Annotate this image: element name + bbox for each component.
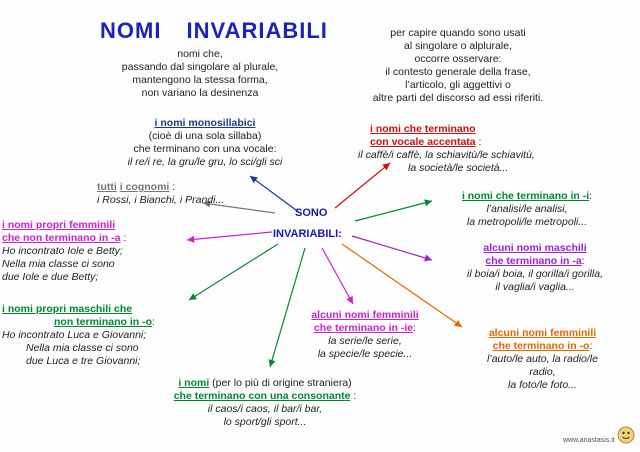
femminili-propri-example: Ho incontrato Iole e Betty; xyxy=(2,245,123,257)
box-femminili-propri xyxy=(2,219,126,284)
maschili-propri-tail: : xyxy=(152,316,155,328)
o-femm-head: alcuni nomi femminili xyxy=(488,327,597,339)
monosillabici-line: che terminano con una vocale: xyxy=(133,143,277,155)
cognomi-head-b: i cognomi xyxy=(119,181,170,193)
arrow-a-masc xyxy=(352,236,432,260)
box-o-femm xyxy=(450,327,635,392)
intro-right-line: per capire quando sono usati xyxy=(390,27,526,39)
box-i-term xyxy=(432,190,622,229)
box-a-masc xyxy=(435,242,635,294)
monosillabici-head: i nomi monosillabici xyxy=(154,117,256,129)
consonante-example: il caos/i caos, il bar/i bar, xyxy=(207,403,323,415)
a-masc-tail: : xyxy=(581,255,585,267)
o-femm-example: l’auto/le auto, la radio/le xyxy=(487,353,598,365)
box-monosillabici xyxy=(95,117,315,169)
accentata-head: i nomi che terminano xyxy=(370,123,476,135)
intro-left xyxy=(80,48,320,100)
i-term-example: l’analisi/le analisi, xyxy=(486,203,568,215)
o-femm-tail: : xyxy=(589,340,593,352)
cognomi-head-a: tutti xyxy=(97,181,117,193)
arrow-femminili-propri xyxy=(187,232,272,240)
accentata-example: la società/le società... xyxy=(408,162,509,174)
femminili-propri-head: i nomi propri femminili xyxy=(2,219,116,231)
maschili-propri-example: Nella mia classe ci sono xyxy=(26,342,139,354)
femminili-propri-head: che non terminano in -a xyxy=(2,232,121,244)
i-term-example: la metropoli/le metropoli... xyxy=(466,216,588,228)
intro-right-line: altre parti del discorso ad essi riferiti. xyxy=(372,92,544,104)
arrow-monosillabici xyxy=(250,176,300,213)
intro-right-line: l’articolo, gli aggettivi o xyxy=(405,79,511,91)
monosillabici-example: il re/i re, la gru/le gru, lo sci/gli sci xyxy=(127,156,283,168)
box-maschili-propri xyxy=(2,303,155,368)
maschili-propri-head: i nomi propri maschili che xyxy=(2,303,133,315)
intro-right-line: occorre osservare: xyxy=(414,53,502,65)
website-label: www.anastasis.it xyxy=(563,437,615,444)
a-masc-head: alcuni nomi maschili xyxy=(483,242,587,254)
monosillabici-line: (cioè di una sola sillaba) xyxy=(148,130,262,142)
intro-right-line: il contesto generale della frase, xyxy=(385,66,531,78)
a-masc-example: il vaglia/i vaglia... xyxy=(495,281,575,293)
femminili-propri-example: Nella mia classe ci sono xyxy=(2,258,115,270)
ie-head: che terminano in -ie xyxy=(313,322,414,334)
maschili-propri-example: due Luca e tre Giovanni; xyxy=(26,355,141,367)
o-femm-head: che terminano in -o xyxy=(492,340,590,352)
i-term-tail: : xyxy=(589,190,593,202)
o-femm-example: radio, xyxy=(529,366,556,378)
intro-left-line: mantengono la stessa forma, xyxy=(132,74,268,86)
i-term-head: i nomi che terminano in -i xyxy=(461,190,590,202)
box-cognomi xyxy=(97,181,224,207)
intro-left-line: passando dal singolare al plurale, xyxy=(121,61,279,73)
logo-icon xyxy=(617,425,635,445)
intro-left-line: nomi che, xyxy=(177,48,223,60)
intro-right xyxy=(328,27,588,105)
page-title: NOMI INVARIABILI xyxy=(100,18,328,43)
consonante-line: che terminano con una consonante xyxy=(173,390,351,402)
box-accentata xyxy=(358,123,535,175)
hub-line-2: INVARIABILI: xyxy=(273,228,342,240)
ie-tail: : xyxy=(413,322,417,334)
maschili-propri-example: Ho incontrato Luca e Giovanni; xyxy=(2,329,147,341)
o-femm-example: la foto/le foto... xyxy=(508,379,577,391)
accentata-tail: : xyxy=(475,136,482,148)
intro-left-line: non variano la desinenza xyxy=(141,87,259,99)
consonante-example: lo sport/gli sport... xyxy=(223,416,307,428)
arrow-maschili-propri xyxy=(189,244,278,300)
arrow-i-term xyxy=(355,201,432,221)
consonante-tail: : xyxy=(350,390,357,402)
femminili-propri-tail: : xyxy=(120,232,127,244)
femminili-propri-example: due Iole e due Betty; xyxy=(2,271,99,283)
accentata-example: il caffè/i caffè, la schiavitù/le schiavitù, xyxy=(358,149,535,161)
ie-example: la serie/le serie, xyxy=(328,335,402,347)
ie-example: la specie/le specie... xyxy=(317,348,413,360)
arrow-ie xyxy=(322,248,353,304)
cognomi-example: i Rossi, i Bianchi, i Prandi... xyxy=(97,194,225,206)
maschili-propri-head: non terminano in -o xyxy=(54,316,152,328)
ie-head: alcuni nomi femminili xyxy=(311,309,419,321)
intro-right-line: al singolare o alplurale, xyxy=(404,40,512,52)
consonante-head-rest: (per lo più di origine straniera) xyxy=(209,377,352,389)
cognomi-tail: : xyxy=(169,181,176,193)
box-consonante xyxy=(130,377,400,429)
consonante-head: i nomi xyxy=(178,377,210,389)
hub-line-1: SONO xyxy=(295,207,328,219)
box-ie xyxy=(290,309,440,361)
a-masc-head: che terminano in -a xyxy=(485,255,582,267)
a-masc-example: il boia/i boia, il gorilla/i gorilla, xyxy=(467,268,603,280)
accentata-head: con vocale accentata xyxy=(370,136,476,148)
